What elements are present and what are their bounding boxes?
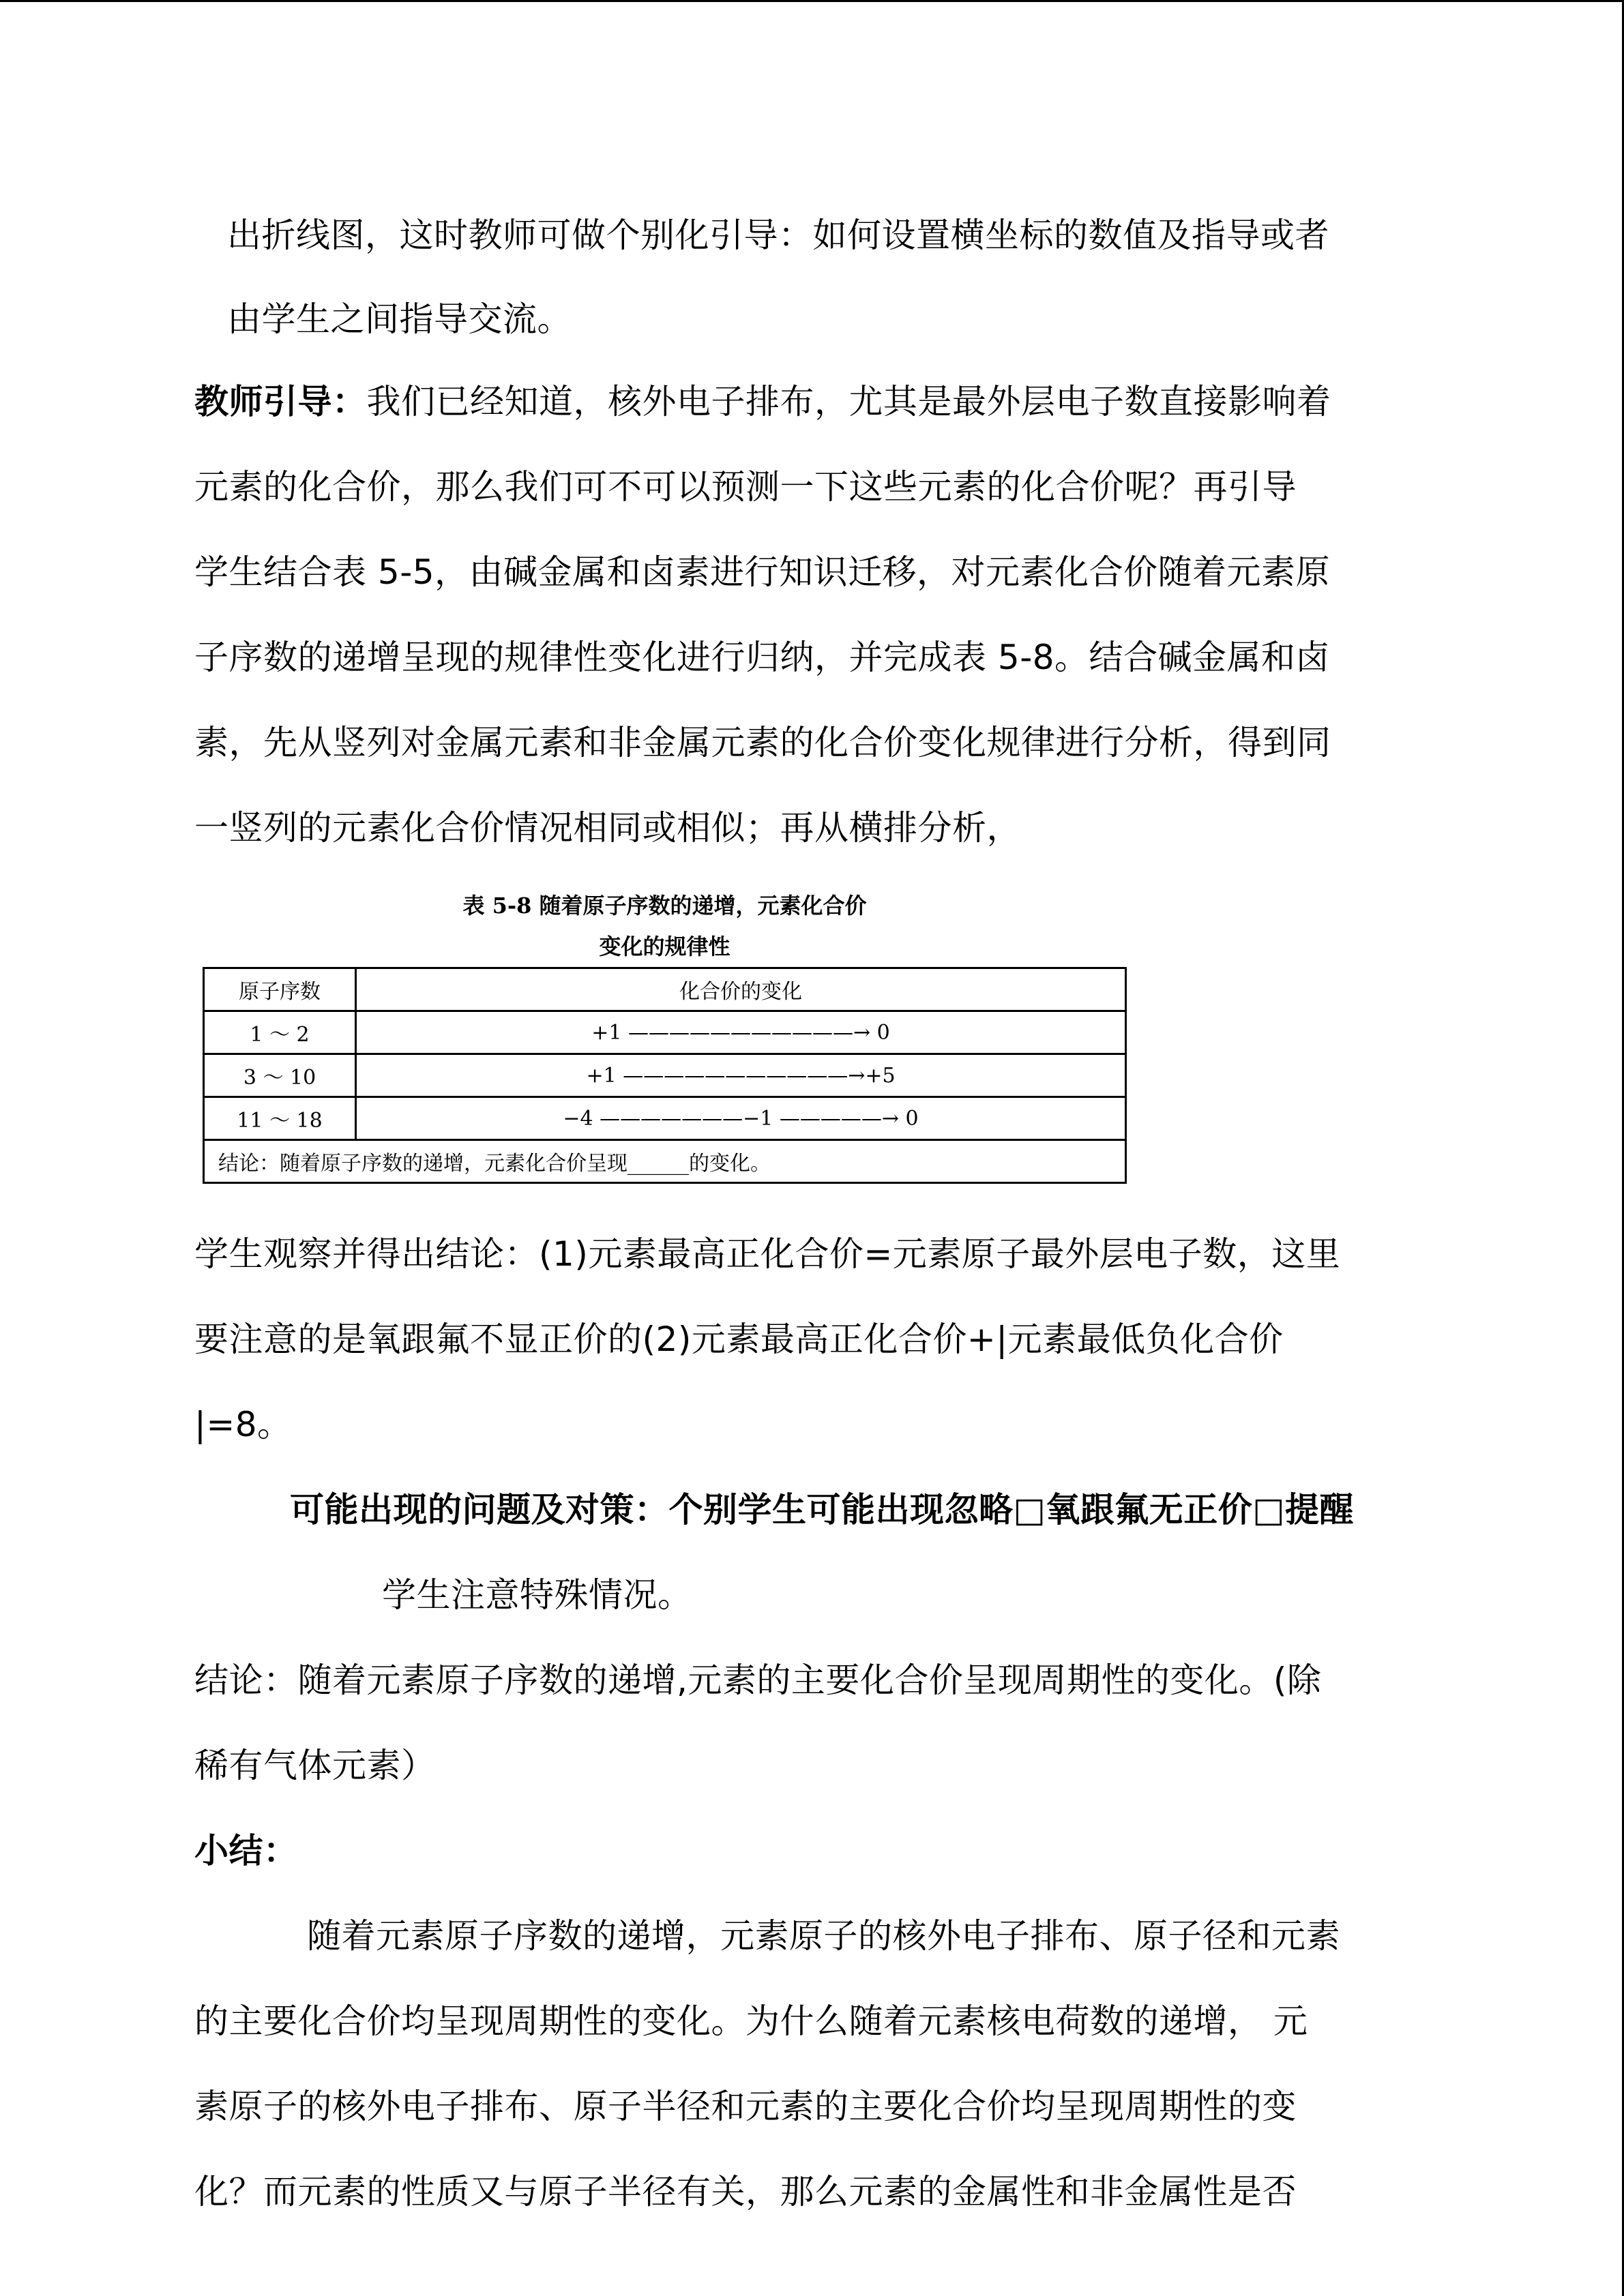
conclusion-line-2: 稀有气体元素） — [194, 1746, 436, 1785]
table-row — [204, 1011, 1126, 1054]
table-conclusion-row — [204, 1140, 1126, 1183]
after-table-line-2: 要注意的是氧跟氟不显正价的(2)元素最高正化合价+|元素最低负化合价 — [194, 1320, 1284, 1359]
conclusion-line-1: 结论：随着元素原子序数的递增,元素的主要化合价呈现周期性的变化。(除 — [194, 1660, 1322, 1700]
paragraph-line-8: 一竖列的元素化合价情况相同或相似；再从横排分析， — [194, 808, 1021, 848]
table-conclusion: 结论：随着原子序数的递增，元素化合价呈现______的变化。 — [204, 1140, 1126, 1183]
summary-line-1: 随着元素原子序数的递增，元素原子的核外电子排布、原子径和元素 — [307, 1916, 1340, 1956]
table-row — [204, 1097, 1126, 1140]
teacher-guide-line — [194, 381, 1331, 422]
table-header-row — [204, 968, 1126, 1011]
summary-line-2: 的主要化合价均呈现周期性的变化。为什么随着元素核电荷数的递增， 元 — [194, 2001, 1308, 2041]
paragraph-line-7: 素，先从竖列对金属元素和非金属元素的化合价变化规律进行分析，得到同 — [194, 723, 1331, 762]
problems-line — [290, 1489, 1354, 1530]
paragraph-line-2: 由学生之间指导交流。 — [227, 299, 572, 339]
page-border-top — [0, 0, 1624, 2]
valence-table — [203, 967, 1127, 1184]
table-row — [204, 1054, 1126, 1097]
paragraph-line-4: 元素的化合价，那么我们可不可以预测一下这些元素的化合价呢？再引导 — [194, 467, 1297, 507]
after-table-line-1: 学生观察并得出结论：(1)元素最高正化合价=元素原子最外层电子数，这里 — [194, 1234, 1341, 1274]
table-title: 表 5-8 随着原子序数的递增，元素化合价 — [462, 893, 867, 919]
table-cell-change: −4 ———————−1 —————→ 0 — [356, 1097, 1126, 1140]
summary-line-3: 素原子的核外电子排布、原子半径和元素的主要化合价均呈现周期性的变 — [194, 2087, 1297, 2126]
summary-label: 小结： — [194, 1831, 298, 1870]
paragraph-line-1: 出折线图，这时教师可做个别化引导：如何设置横坐标的数值及指导或者 — [227, 215, 1329, 255]
paragraph-line-5: 学生结合表 5-5，由碱金属和卤素进行知识迁移，对元素化合价随着元素原 — [194, 552, 1331, 592]
teacher-guide-text: 我们已经知道，核外电子排布，尤其是最外层电子数直接影响着 — [366, 382, 1331, 421]
summary-line-4: 化？而元素的性质又与原子半径有关，那么元素的金属性和非金属性是否 — [194, 2172, 1297, 2211]
problems-label: 可能出现的问题及对策： — [290, 1490, 669, 1530]
paragraph-line-6: 子序数的递增呈现的规律性变化进行归纳，并完成表 5-8。结合碱金属和卤 — [194, 638, 1331, 677]
table-cell-range: 3 ～ 10 — [204, 1054, 356, 1097]
table-cell-range: 11 ～ 18 — [204, 1097, 356, 1140]
table-cell-change: +1 ———————————→+5 — [356, 1054, 1126, 1097]
header-valence-change: 化合价的变化 — [356, 968, 1126, 1011]
table-cell-change: +1 ———————————→ 0 — [356, 1011, 1126, 1054]
header-atomic-number: 原子序数 — [204, 968, 356, 1011]
teacher-guide-label: 教师引导： — [194, 382, 367, 421]
table-cell-range: 1 ～ 2 — [204, 1011, 356, 1054]
problems-line-2: 学生注意特殊情况。 — [382, 1575, 692, 1615]
problems-text: 个别学生可能出现忽略□氧跟氟无正价□提醒 — [668, 1490, 1354, 1530]
table-subtitle: 变化的规律性 — [599, 934, 730, 959]
after-table-line-3: |=8。 — [194, 1405, 292, 1444]
